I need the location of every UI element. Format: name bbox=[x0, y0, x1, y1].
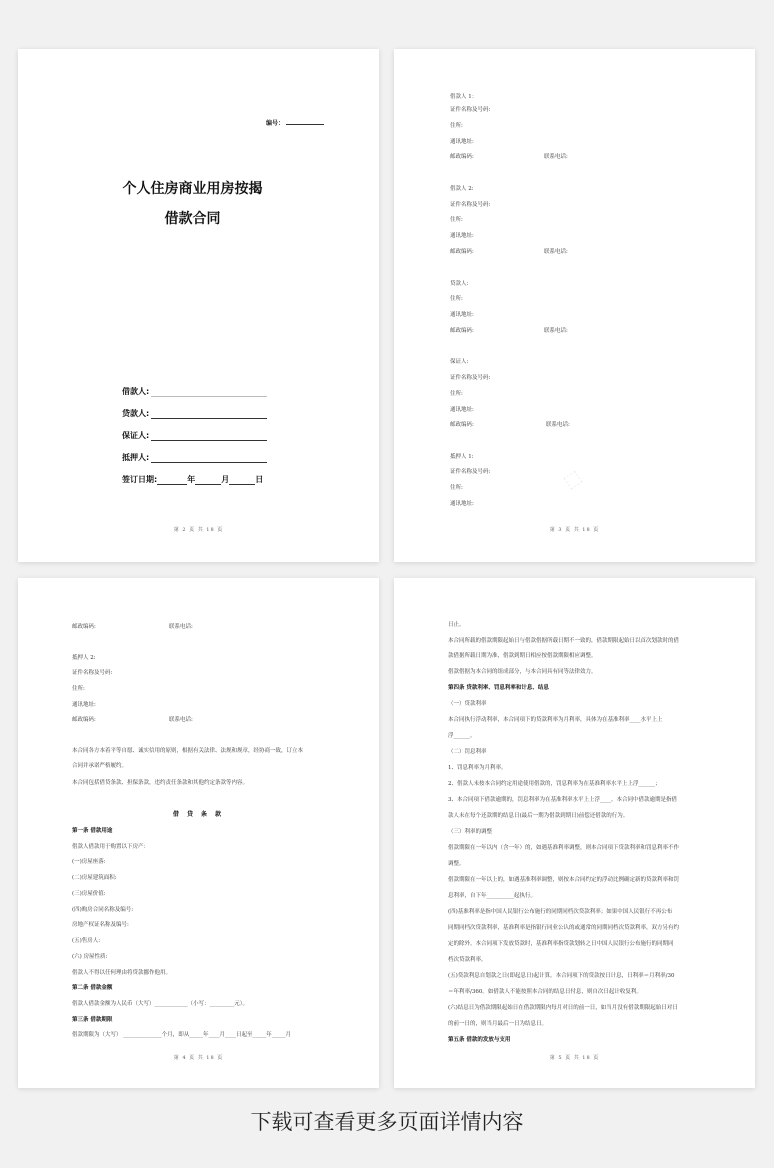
text-line: 档次贷款利率。 bbox=[448, 957, 487, 963]
mortgagor-blank bbox=[151, 454, 267, 463]
text-line: 定的除外。本合同项下发放贷款时，基准利率指贷款划转之日中国人民银行公布施行的同期同 bbox=[448, 941, 674, 947]
text-line: 邮政编码: bbox=[72, 717, 96, 723]
guarantor-row bbox=[122, 430, 267, 441]
contract-number bbox=[266, 118, 324, 127]
text-line: 本合同执行浮动利率，本合同项下的贷款利率为月利率，具体为在基准利率____水平上上 bbox=[448, 717, 663, 723]
guarantor-label: 保证人: bbox=[122, 431, 150, 440]
text-line: 1、罚息利率为月利率。 bbox=[448, 765, 507, 771]
text-line: 邮政编码: bbox=[72, 624, 96, 630]
text-line: (三)房屋价值: bbox=[72, 891, 106, 897]
lender-label: 贷款人: bbox=[122, 409, 150, 418]
sign-date-row bbox=[122, 474, 263, 485]
text-line: 的前一日的，则当月最后一日为结息日。 bbox=[448, 1021, 548, 1027]
text-line: 借款期限为（大写） ______________个月，即从_____年____月____日起至_____年_____月 bbox=[72, 1032, 291, 1038]
field: 借款人 1： bbox=[450, 94, 478, 100]
text-line: 借款借据为本合同的组成部分，与本合同具有同等法律效力。 bbox=[448, 669, 597, 675]
field: 通讯地址: bbox=[450, 407, 474, 413]
article-heading: 第二条 借款金额 bbox=[72, 985, 113, 991]
page-cover bbox=[18, 49, 379, 562]
month-blank bbox=[195, 476, 221, 485]
text-line: 抵押人 2: bbox=[72, 655, 96, 661]
title-line-2: 借款合同 bbox=[164, 211, 221, 227]
month-label: 月 bbox=[221, 475, 230, 484]
field: 贷款人: bbox=[450, 281, 469, 287]
title-line-1: 个人住房商业用房按揭 bbox=[122, 181, 263, 197]
contract-number-blank bbox=[286, 124, 324, 125]
field: 邮政编码: bbox=[450, 328, 474, 334]
field: 联系电话: bbox=[546, 422, 570, 428]
guarantor-blank bbox=[151, 432, 267, 441]
field: 证件名称及号码: bbox=[450, 375, 491, 381]
borrower-blank bbox=[151, 388, 267, 397]
text-line: 借款人借款用于购置以下房产： bbox=[72, 844, 150, 850]
page-party-info bbox=[394, 49, 755, 562]
mortgagor-label: 抵押人: bbox=[122, 453, 150, 462]
text-line: 款人未在每个还款期的结息日(最后一期为借款到期日)前偿还借款的行为。 bbox=[448, 813, 629, 819]
field: 证件名称及号码: bbox=[450, 469, 491, 475]
field: 证件名称及号码: bbox=[450, 202, 491, 208]
field: 证件名称及号码: bbox=[450, 107, 491, 113]
field: 住所: bbox=[450, 485, 463, 491]
field: 抵押人 1: bbox=[450, 454, 474, 460]
text-line: 住所: bbox=[72, 686, 85, 692]
field: 通讯地址: bbox=[450, 233, 474, 239]
text-line: （三）利率的调整 bbox=[448, 829, 493, 835]
section-heading: 借 贷 条 款 bbox=[172, 811, 225, 818]
field: 邮政编码: bbox=[450, 422, 474, 428]
text-line: 借款期限在一年以上的，如遇基准利率调整，则按本合同约定的浮动比例确定新的贷款利率和罚 bbox=[448, 877, 680, 883]
article-heading: 第一条 借款用途 bbox=[72, 828, 113, 834]
text-line: (一)房屋座落: bbox=[72, 859, 106, 865]
text-line: (四)基准利率是指中国人民银行公布施行的同期同档次贷款利率；如果中国人民银行不再公布 bbox=[448, 909, 673, 915]
day-label: 日 bbox=[255, 475, 264, 484]
text-line: 日止。 bbox=[448, 622, 465, 628]
text-line: (二)房屋建筑面积: bbox=[72, 875, 117, 881]
page-footer: 第 5 页 共 18 页 bbox=[549, 1055, 600, 1061]
year-blank bbox=[157, 476, 187, 485]
article-heading: 第四条 贷款利率、罚息利率和计息、结息 bbox=[448, 685, 549, 691]
text-line: 同期同档次贷款利率，基准利率是指银行同业公认的或通常的同期同档次贷款利率，双方另有约 bbox=[448, 925, 680, 931]
text-line: 联系电话: bbox=[169, 717, 193, 723]
text-line: 借款人不得以任何理由将贷款挪作他用。 bbox=[72, 970, 172, 976]
lender-blank bbox=[151, 410, 267, 419]
field: 住所: bbox=[450, 123, 463, 129]
text-line: 证件名称及号码: bbox=[72, 670, 113, 676]
field: 邮政编码: bbox=[450, 249, 474, 255]
watermark: ⬚ bbox=[559, 466, 586, 493]
text-line: 联系电话: bbox=[169, 624, 193, 630]
text-line: (五)售房人: bbox=[72, 938, 101, 944]
text-line: (六)结息日为借款期限起始日在借款期限内每月对日的前一日，如当月没有借款期限起始日对日 bbox=[448, 1005, 678, 1011]
field: 通讯地址: bbox=[450, 501, 474, 507]
text-line: 房地产权证名称及编号: bbox=[72, 922, 129, 928]
field: 通讯地址: bbox=[450, 139, 474, 145]
text-line: 借款期限在一年以内（含一年）的，如遇基准利率调整，则本合同项下贷款利率和罚息利率不作 bbox=[448, 845, 680, 851]
field: 保证人: bbox=[450, 359, 469, 365]
text-line: 3、本合同项下借款逾期的，罚息利率为在基准利率水平上上浮____。本合同中借款逾期是指借 bbox=[448, 797, 678, 803]
page-loan-terms-1 bbox=[18, 578, 379, 1088]
text-line: 本合同包括借贷条款、担保条款，违约责任条款和其他约定条款等内容。 bbox=[72, 780, 249, 786]
field: 借款人 2: bbox=[450, 186, 474, 192]
text-line: （二）罚息利率 bbox=[448, 749, 487, 755]
field: 住所: bbox=[450, 217, 463, 223]
text-line: 本合同所载的借款期限起始日与借款借据所载日期不一致的，借款期限起始日以首次划款时的借 bbox=[448, 638, 680, 644]
text-line: ＝年利率/360。如借款人不能按照本合同的结息日付息，则自次日起计收复利。 bbox=[448, 989, 642, 995]
text-line: (五)贷款利息自划款之日(即起息日)起计算。本合同项下的贷款按日计息，日利率＝月利率/30 bbox=[448, 973, 675, 979]
text-line: (六) 房屋性质: bbox=[72, 954, 108, 960]
field: 通讯地址: bbox=[450, 312, 474, 318]
text-line: 本合同各方本着平等自愿、诚实信用的原则，根据有关法律、法规和规章，经协商一致，订立本 bbox=[72, 748, 304, 754]
field: 住所: bbox=[450, 296, 463, 302]
borrower-label: 借款人: bbox=[122, 387, 150, 396]
field: 邮政编码: bbox=[450, 154, 474, 160]
text-line: 借款人借款金额为人民币（大写）____________（小写：_________元）。 bbox=[72, 1001, 249, 1007]
contract-number-label: 编号： bbox=[265, 120, 284, 127]
field: 住所: bbox=[450, 391, 463, 397]
text-line: （一）贷款利率 bbox=[448, 701, 487, 707]
download-caption: 下载可查看更多页面详情内容 bbox=[250, 1110, 524, 1134]
text-line: 息利率，自下年__________起执行。 bbox=[448, 893, 537, 899]
text-line: 2、借款人未按本合同约定用途使用借款的，罚息利率为在基准利率水平上上浮______； bbox=[448, 781, 661, 787]
page-loan-terms-2 bbox=[394, 578, 755, 1088]
text-line: 浮______。 bbox=[448, 733, 476, 739]
borrower-row bbox=[122, 386, 267, 397]
mortgagor-row bbox=[122, 452, 267, 463]
text-line: 调整。 bbox=[448, 861, 465, 867]
page-footer: 第 4 页 共 18 页 bbox=[173, 1055, 224, 1061]
text-line: 通讯地址: bbox=[72, 702, 96, 708]
text-line: 款借据所载日期为准，借款到期日相应按借款期限相应调整。 bbox=[448, 653, 597, 659]
year-label: 年 bbox=[187, 475, 196, 484]
field: 联系电话: bbox=[544, 249, 568, 255]
sign-date-label: 签订日期: bbox=[122, 475, 158, 484]
day-blank bbox=[229, 476, 255, 485]
page-footer: 第 3 页 共 18 页 bbox=[549, 527, 600, 533]
article-heading: 第五条 借款的发放与支用 bbox=[448, 1037, 511, 1043]
text-line: 合同并承诺严格履约。 bbox=[72, 763, 128, 769]
page-footer: 第 2 页 共 18 页 bbox=[173, 527, 224, 533]
field: 联系电话: bbox=[544, 154, 568, 160]
lender-row bbox=[122, 408, 267, 419]
article-heading: 第三条 借款期限 bbox=[72, 1017, 113, 1023]
text-line: (四)购房合同名称及编号: bbox=[72, 907, 134, 913]
field: 联系电话: bbox=[544, 328, 568, 334]
